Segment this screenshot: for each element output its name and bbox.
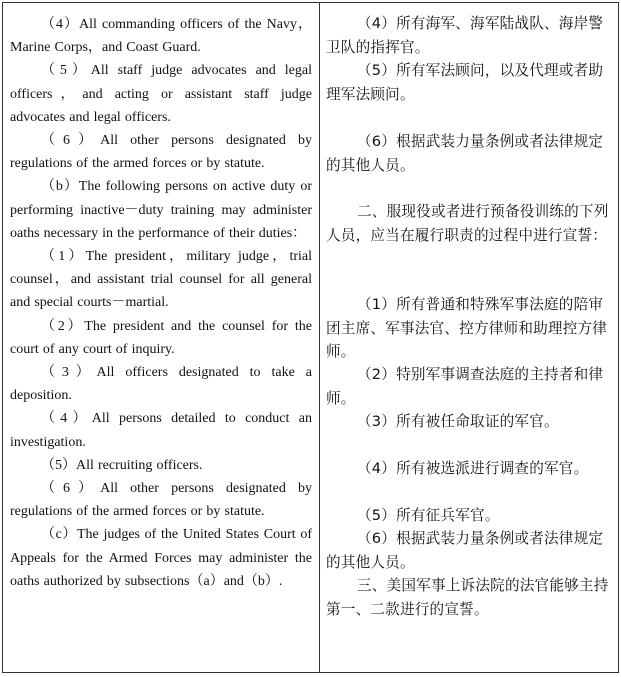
bilingual-document-table: [2, 2, 619, 673]
chinese-paragraph: 三、美国军事上诉法院的法官能够主持第一、二款进行的宣誓。: [326, 577, 609, 618]
english-paragraph: （b）The following persons on active duty or performing inactive－duty training may administer oaths necessary in the performance of their duties：: [10, 179, 312, 241]
chinese-paragraph: （4）所有被选派进行调查的军官。: [357, 460, 589, 477]
english-paragraph: （5）All recruiting officers.: [41, 457, 203, 473]
english-paragraph: （4）All persons detailed to conduct an investigation.: [10, 411, 312, 450]
chinese-column: [320, 3, 618, 672]
chinese-paragraph: （6）根据武装力量条例或者法律规定的其他人员。: [326, 530, 604, 571]
english-paragraph: （6）All other persons designated by regulations of the armed forces or by statute.: [10, 481, 312, 520]
english-column: [3, 3, 320, 672]
chinese-paragraph: （4）所有海军、海军陆战队、海岸警卫队的指挥官。: [326, 15, 604, 56]
chinese-paragraph: （6）根据武装力量条例或者法律规定的其他人员。: [326, 133, 604, 174]
chinese-paragraph: （2）特别军事调查法庭的主持者和律师。: [326, 366, 604, 407]
english-paragraph: （3）All officers designated to take a deposition.: [10, 365, 312, 404]
english-paragraph: （c）The judges of the United States Court of Appeals for the Armed Forces may administer the oaths authorized by subsections（a）and（b）.: [10, 527, 312, 589]
chinese-paragraph: （3）所有被任命取证的军官。: [357, 413, 559, 430]
english-paragraph: （1）The president，military judge，trial counsel，and assistant trial counsel for all general and special courts－martial.: [10, 249, 312, 311]
chinese-paragraph: （1）所有普通和特殊军事法庭的陪审团主席、军事法官、控方律师和助理控方律师。: [326, 296, 608, 361]
english-paragraph: （2）The president and the counsel for the court of any court of inquiry.: [10, 318, 312, 357]
chinese-paragraph: （5）所有军法顾问，以及代理或者助理军法顾问。: [326, 62, 604, 103]
english-paragraph: （6）All other persons designated by regulations of the armed forces or by statute.: [10, 133, 312, 172]
english-paragraph: （4）All commanding officers of the Navy，Marine Corps，and Coast Guard.: [10, 17, 312, 56]
chinese-paragraph: 二、服现役或者进行预备役训练的下列人员，应当在履行职责的过程中进行宣誓：: [326, 203, 609, 244]
chinese-paragraph: （5）所有征兵军官。: [357, 507, 500, 524]
english-paragraph: （5）All staff judge advocates and legal officers，and acting or assistant staff judge advocates and legal officers.: [10, 63, 312, 125]
